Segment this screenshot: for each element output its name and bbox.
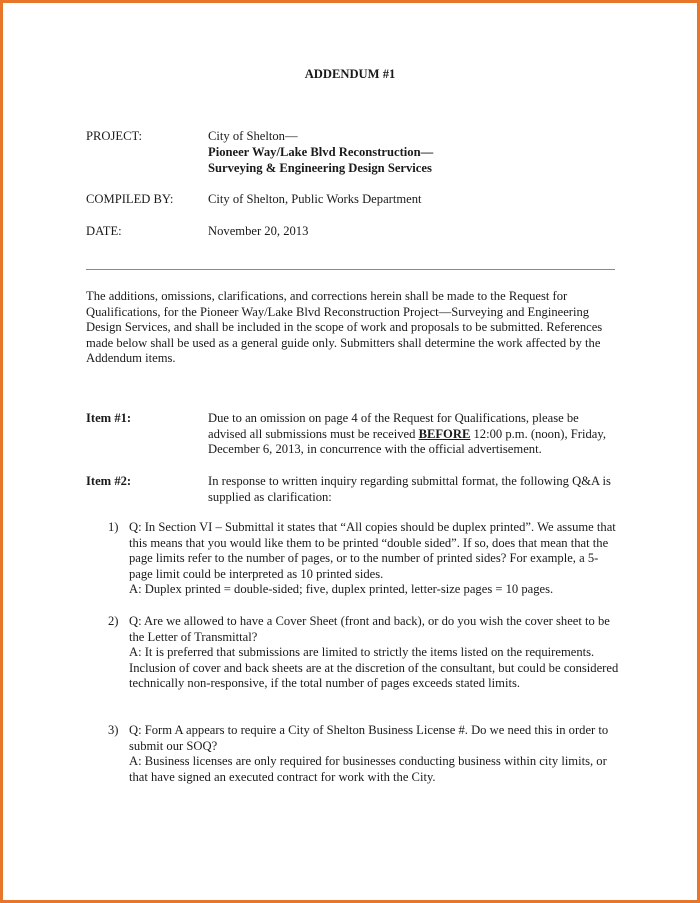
qa-body [129,614,621,692]
qa-answer: A: It is preferred that submissions are limited to strictly the items listed on the requirements. Inclusion of cover and back sheets are at the discretion of the consultant, but could be considered technically non-responsive, if the total number of pages exceeds stated limits. [129,645,619,690]
qa-question: Q: In Section VI – Submittal it states that “All copies should be duplex printed”. We assume that this means that you would like them to be printed “double sided”. If so, does that mean that the page limits refer to the number of pages, or to the number of printed sides? For example, a 5-page limit could be interpreted as 10 printed sides. [129,520,616,581]
project-line-2: Pioneer Way/Lake Blvd Reconstruction— [208,145,434,159]
project-label: PROJECT: [86,129,143,143]
qa-body [129,723,621,785]
date-value: November 20, 2013 [208,224,309,238]
project-line-3: Surveying & Engineering Design Services [208,161,432,175]
item-2-label: Item #2: [86,474,132,488]
qa-number: 3) [108,723,119,737]
item-1-emphasis: BEFORE [418,426,471,441]
item-2-text: In response to written inquiry regarding submittal format, the following Q&A is supplied as clarification: [208,474,611,504]
item-1-text [208,411,618,458]
compiled-by-label: COMPILED BY: [86,192,174,206]
item-1-label: Item #1: [86,411,132,425]
qa-question: Q: Are we allowed to have a Cover Sheet (front and back), or do you wish the cover sheet to be the Letter of Transmittal? [129,614,610,644]
qa-number: 1) [108,520,119,534]
qa-question: Q: Form A appears to require a City of Shelton Business License #. Do we need this in order to submit our SOQ? [129,723,609,753]
horizontal-rule [86,269,615,270]
project-line-1: City of Shelton— [208,129,298,143]
compiled-by-value: City of Shelton, Public Works Department [208,192,422,206]
qa-answer: A: Business licenses are only required for businesses conducting business within city limits, or that have signed an executed contract for work with the City. [129,754,607,784]
intro-paragraph: The additions, omissions, clarifications, and corrections herein shall be made to the Request for Qualifications, for the Pioneer Way/Lake Blvd Reconstruction Project—Surveying and Engineering Design Services, and shall be included in the scope of work and proposals to be submitted. References made below shall be used as a general guide only. Submitters shall determine the work affected by the Addendum items. [86,289,603,365]
qa-answer: A: Duplex printed = double-sided; five, duplex printed, letter-size pages = 10 pages. [129,582,554,596]
date-label: DATE: [86,224,122,238]
item-1-text-b: 12:00 p.m. (noon), Friday, December 6, 2013, in concurrence with the official advertisement. [208,426,606,456]
qa-number: 2) [108,614,119,628]
qa-body [129,520,621,598]
item-1-text-a: Due to an omission on page 4 of the Request for Qualifications, please be advised all submissions must be received [208,411,579,441]
document-title: ADDENDUM #1 [304,67,396,81]
